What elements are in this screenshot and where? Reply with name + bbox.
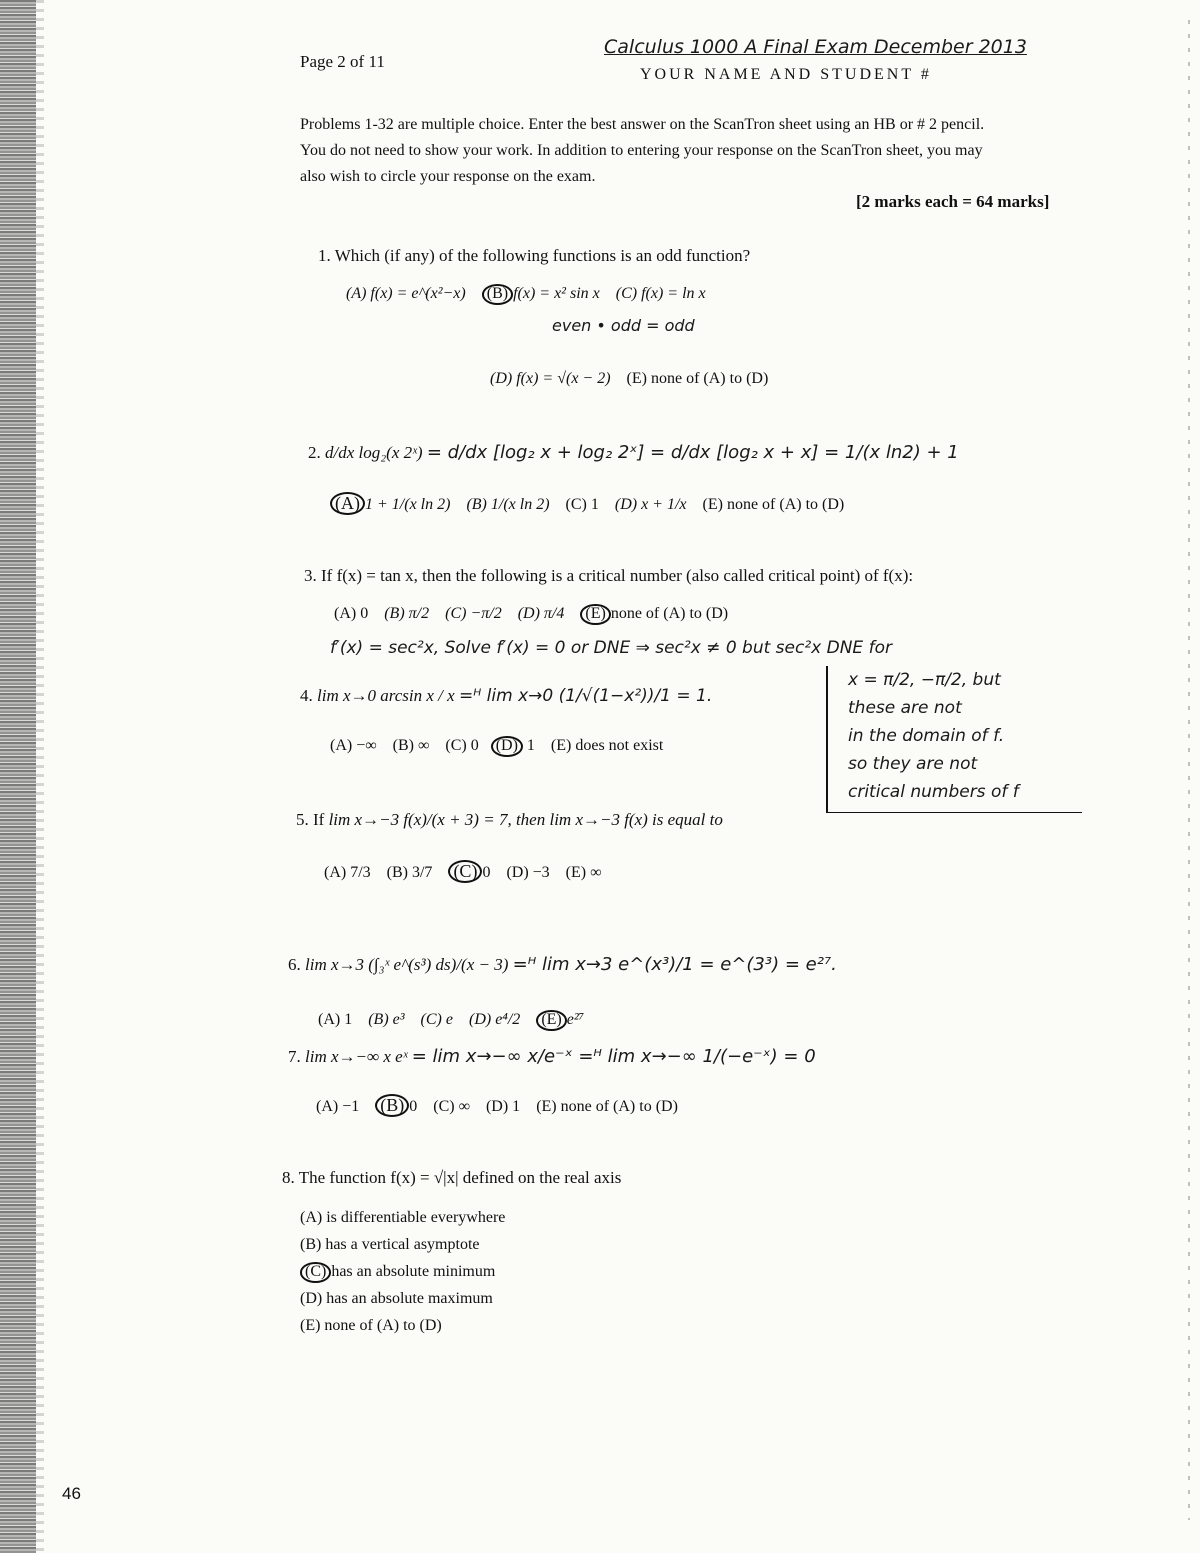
- q4-handwritten-work: =ᴴ lim x→0 (1/√(1−x²))/1 = 1.: [458, 686, 713, 706]
- question-number: 6.: [288, 955, 301, 974]
- question-number: 8.: [282, 1168, 295, 1187]
- q5-option-e[interactable]: (E) ∞: [565, 864, 602, 881]
- question-stem: lim x→3 (∫₃ˣ e^(s³) ds)/(x − 3): [305, 955, 509, 974]
- q7-option-b[interactable]: [375, 1095, 418, 1115]
- scan-edge-left-inner: [36, 0, 44, 1553]
- marks-note: [2 marks each = 64 marks]: [856, 192, 1050, 211]
- q2-option-c[interactable]: (C) 1: [565, 496, 599, 513]
- q7-option-a[interactable]: (A) −1: [316, 1098, 360, 1115]
- q2-option-d[interactable]: (D) x + 1/x: [614, 496, 687, 513]
- question-stem-pre: If: [313, 810, 325, 829]
- question-stem: d/dx log₂(x 2ˣ): [325, 443, 423, 462]
- question-stem: lim x→0 arcsin x / x: [317, 686, 455, 705]
- q5-option-d[interactable]: (D) −3: [506, 864, 550, 881]
- scan-edge-right: [1188, 20, 1190, 1520]
- name-and-student-field: YOUR NAME AND STUDENT #: [640, 66, 932, 83]
- answer-circle: (D): [491, 736, 523, 757]
- q3-option-c[interactable]: (C) −π/2: [445, 605, 502, 622]
- instructions-line-3: also wish to circle your response on the exam.: [300, 168, 596, 185]
- q5-option-c[interactable]: [448, 861, 491, 881]
- q6-option-e-text: e²⁷: [566, 1011, 585, 1028]
- q8-options: [300, 1204, 505, 1339]
- q2-options: [330, 492, 844, 515]
- q6-handwritten-work: =ᴴ lim x→3 e^(x³)/1 = e^(3³) = e²⁷.: [512, 954, 837, 975]
- question-number: 1.: [318, 246, 331, 265]
- q8-option-b[interactable]: (B) has a vertical asymptote: [300, 1236, 480, 1253]
- q2-option-b[interactable]: (B) 1/(x ln 2): [466, 496, 550, 513]
- q7-handwritten-work: = lim x→−∞ x/e⁻ˣ =ᴴ lim x→−∞ 1/(−e⁻ˣ) = 0: [411, 1046, 816, 1067]
- q7-options: [316, 1094, 678, 1117]
- q6-option-b[interactable]: (B) e³: [368, 1011, 405, 1028]
- q4-option-c[interactable]: (C) 0: [445, 737, 479, 754]
- side-note-line: so they are not: [848, 754, 978, 774]
- question-6: [288, 954, 837, 975]
- answer-circle: (C): [448, 860, 482, 883]
- question-stem: Which (if any) of the following functions is an odd function?: [334, 246, 751, 265]
- instructions-line-1: Problems 1-32 are multiple choice. Enter the best answer on the ScanTron sheet using an HB or # 2 pencil.: [300, 116, 985, 133]
- q8-option-c-text: has an absolute minimum: [331, 1263, 496, 1280]
- question-8: [282, 1168, 621, 1188]
- q1-options-row-1: [346, 284, 706, 305]
- question-4: [300, 686, 712, 706]
- answer-circle: (A): [330, 492, 365, 515]
- q3-option-a[interactable]: (A) 0: [334, 605, 369, 622]
- question-stem-limit: lim x→−3 f(x)/(x + 3) = 7,: [328, 810, 512, 829]
- q2-handwritten-work: = d/dx [log₂ x + log₂ 2ˣ] = d/dx [log₂ x + x] = 1/(x ln2) + 1: [426, 442, 959, 463]
- q7-option-b-text: 0: [409, 1098, 418, 1115]
- q6-option-e[interactable]: [536, 1011, 584, 1028]
- question-number: 4.: [300, 686, 313, 705]
- q1-handwritten-note: even • odd = odd: [552, 316, 695, 335]
- q1-option-b-text: f(x) = x² sin x: [513, 285, 600, 302]
- question-number: 2.: [308, 443, 321, 462]
- q6-option-c[interactable]: (C) e: [420, 1011, 453, 1028]
- footer-page-number: 46: [62, 1484, 81, 1503]
- answer-circle: (E): [536, 1010, 566, 1031]
- side-note-line: these are not: [848, 698, 962, 718]
- page-label: Page 2 of 11: [300, 52, 385, 71]
- q4-option-d[interactable]: [491, 737, 535, 754]
- q3-option-e-text: none of (A) to (D): [610, 605, 729, 622]
- q4-option-a[interactable]: (A) −∞: [330, 737, 377, 754]
- question-7: [288, 1046, 816, 1067]
- scan-edge-left: [0, 0, 36, 1553]
- answer-circle: (B): [375, 1094, 409, 1117]
- q4-options: [330, 736, 663, 757]
- q1-option-b[interactable]: [482, 285, 600, 302]
- question-stem: lim x→−∞ x eˣ: [305, 1047, 408, 1066]
- q8-option-c[interactable]: [300, 1258, 505, 1285]
- q4-option-d-text: 1: [526, 737, 535, 754]
- q3-option-b[interactable]: (B) π/2: [384, 605, 430, 622]
- q8-option-e[interactable]: (E) none of (A) to (D): [300, 1317, 442, 1334]
- handwritten-title: Calculus 1000 A Final Exam December 2013: [604, 36, 1027, 58]
- question-2: [308, 442, 959, 463]
- q5-option-a[interactable]: (A) 7/3: [324, 864, 371, 881]
- q3-option-e[interactable]: [580, 605, 728, 622]
- question-stem: If f(x) = tan x, then the following is a critical number (also called critical point) of f(x):: [321, 566, 914, 585]
- answer-circle: (E): [580, 604, 610, 625]
- instructions: [300, 112, 1070, 190]
- q5-options: [324, 860, 602, 883]
- question-number: 5.: [296, 810, 309, 829]
- question-3: [304, 566, 913, 586]
- q2-option-a-text: 1 + 1/(x ln 2): [365, 496, 451, 513]
- question-stem: The function f(x) = √|x| defined on the real axis: [298, 1168, 622, 1187]
- q6-option-d[interactable]: (D) e⁴/2: [468, 1011, 521, 1028]
- q7-option-e[interactable]: (E) none of (A) to (D): [536, 1098, 678, 1115]
- question-5: [296, 810, 723, 830]
- q1-option-d[interactable]: (D) f(x) = √(x − 2): [490, 370, 611, 387]
- question-1: [318, 246, 750, 266]
- answer-circle: (C): [300, 1262, 331, 1283]
- q2-option-a[interactable]: [330, 493, 451, 513]
- side-note-line: x = π/2, −π/2, but: [848, 670, 1001, 690]
- q3-options: [334, 604, 728, 625]
- side-note-critical-numbers: [826, 666, 1082, 813]
- q8-option-a[interactable]: (A) is differentiable everywhere: [300, 1209, 506, 1226]
- side-note-line: critical numbers of f: [848, 782, 1019, 802]
- q2-option-e[interactable]: (E) none of (A) to (D): [702, 496, 845, 513]
- q1-options-row-2: [490, 370, 768, 388]
- q7-option-c[interactable]: (C) ∞: [433, 1098, 470, 1115]
- q1-option-a[interactable]: (A) f(x) = e^(x²−x): [346, 285, 466, 302]
- q8-option-d[interactable]: (D) has an absolute maximum: [300, 1290, 493, 1307]
- question-number: 7.: [288, 1047, 301, 1066]
- q7-option-d[interactable]: (D) 1: [485, 1098, 521, 1115]
- side-note-line: in the domain of f.: [848, 726, 1005, 746]
- q4-option-b[interactable]: (B) ∞: [392, 737, 430, 754]
- q1-option-e[interactable]: (E) none of (A) to (D): [626, 370, 769, 387]
- q4-option-e[interactable]: (E) does not exist: [550, 737, 664, 754]
- q5-option-c-text: 0: [482, 864, 491, 881]
- answer-circle: (B): [482, 284, 513, 305]
- q6-option-a[interactable]: (A) 1: [318, 1011, 353, 1028]
- q5-option-b[interactable]: (B) 3/7: [386, 864, 433, 881]
- question-stem-post: then lim x→−3 f(x) is equal to: [515, 810, 723, 829]
- question-number: 3.: [304, 566, 317, 585]
- q3-option-d[interactable]: (D) π/4: [517, 605, 565, 622]
- instructions-line-2: You do not need to show your work. In addition to entering your response on the ScanTron sheet, you may: [300, 142, 983, 159]
- q6-options: [318, 1010, 584, 1031]
- q1-option-c[interactable]: (C) f(x) = ln x: [615, 285, 706, 302]
- q3-handwritten-work: f′(x) = sec²x, Solve f′(x) = 0 or DNE ⇒ sec²x ≠ 0 but sec²x DNE for: [330, 638, 892, 658]
